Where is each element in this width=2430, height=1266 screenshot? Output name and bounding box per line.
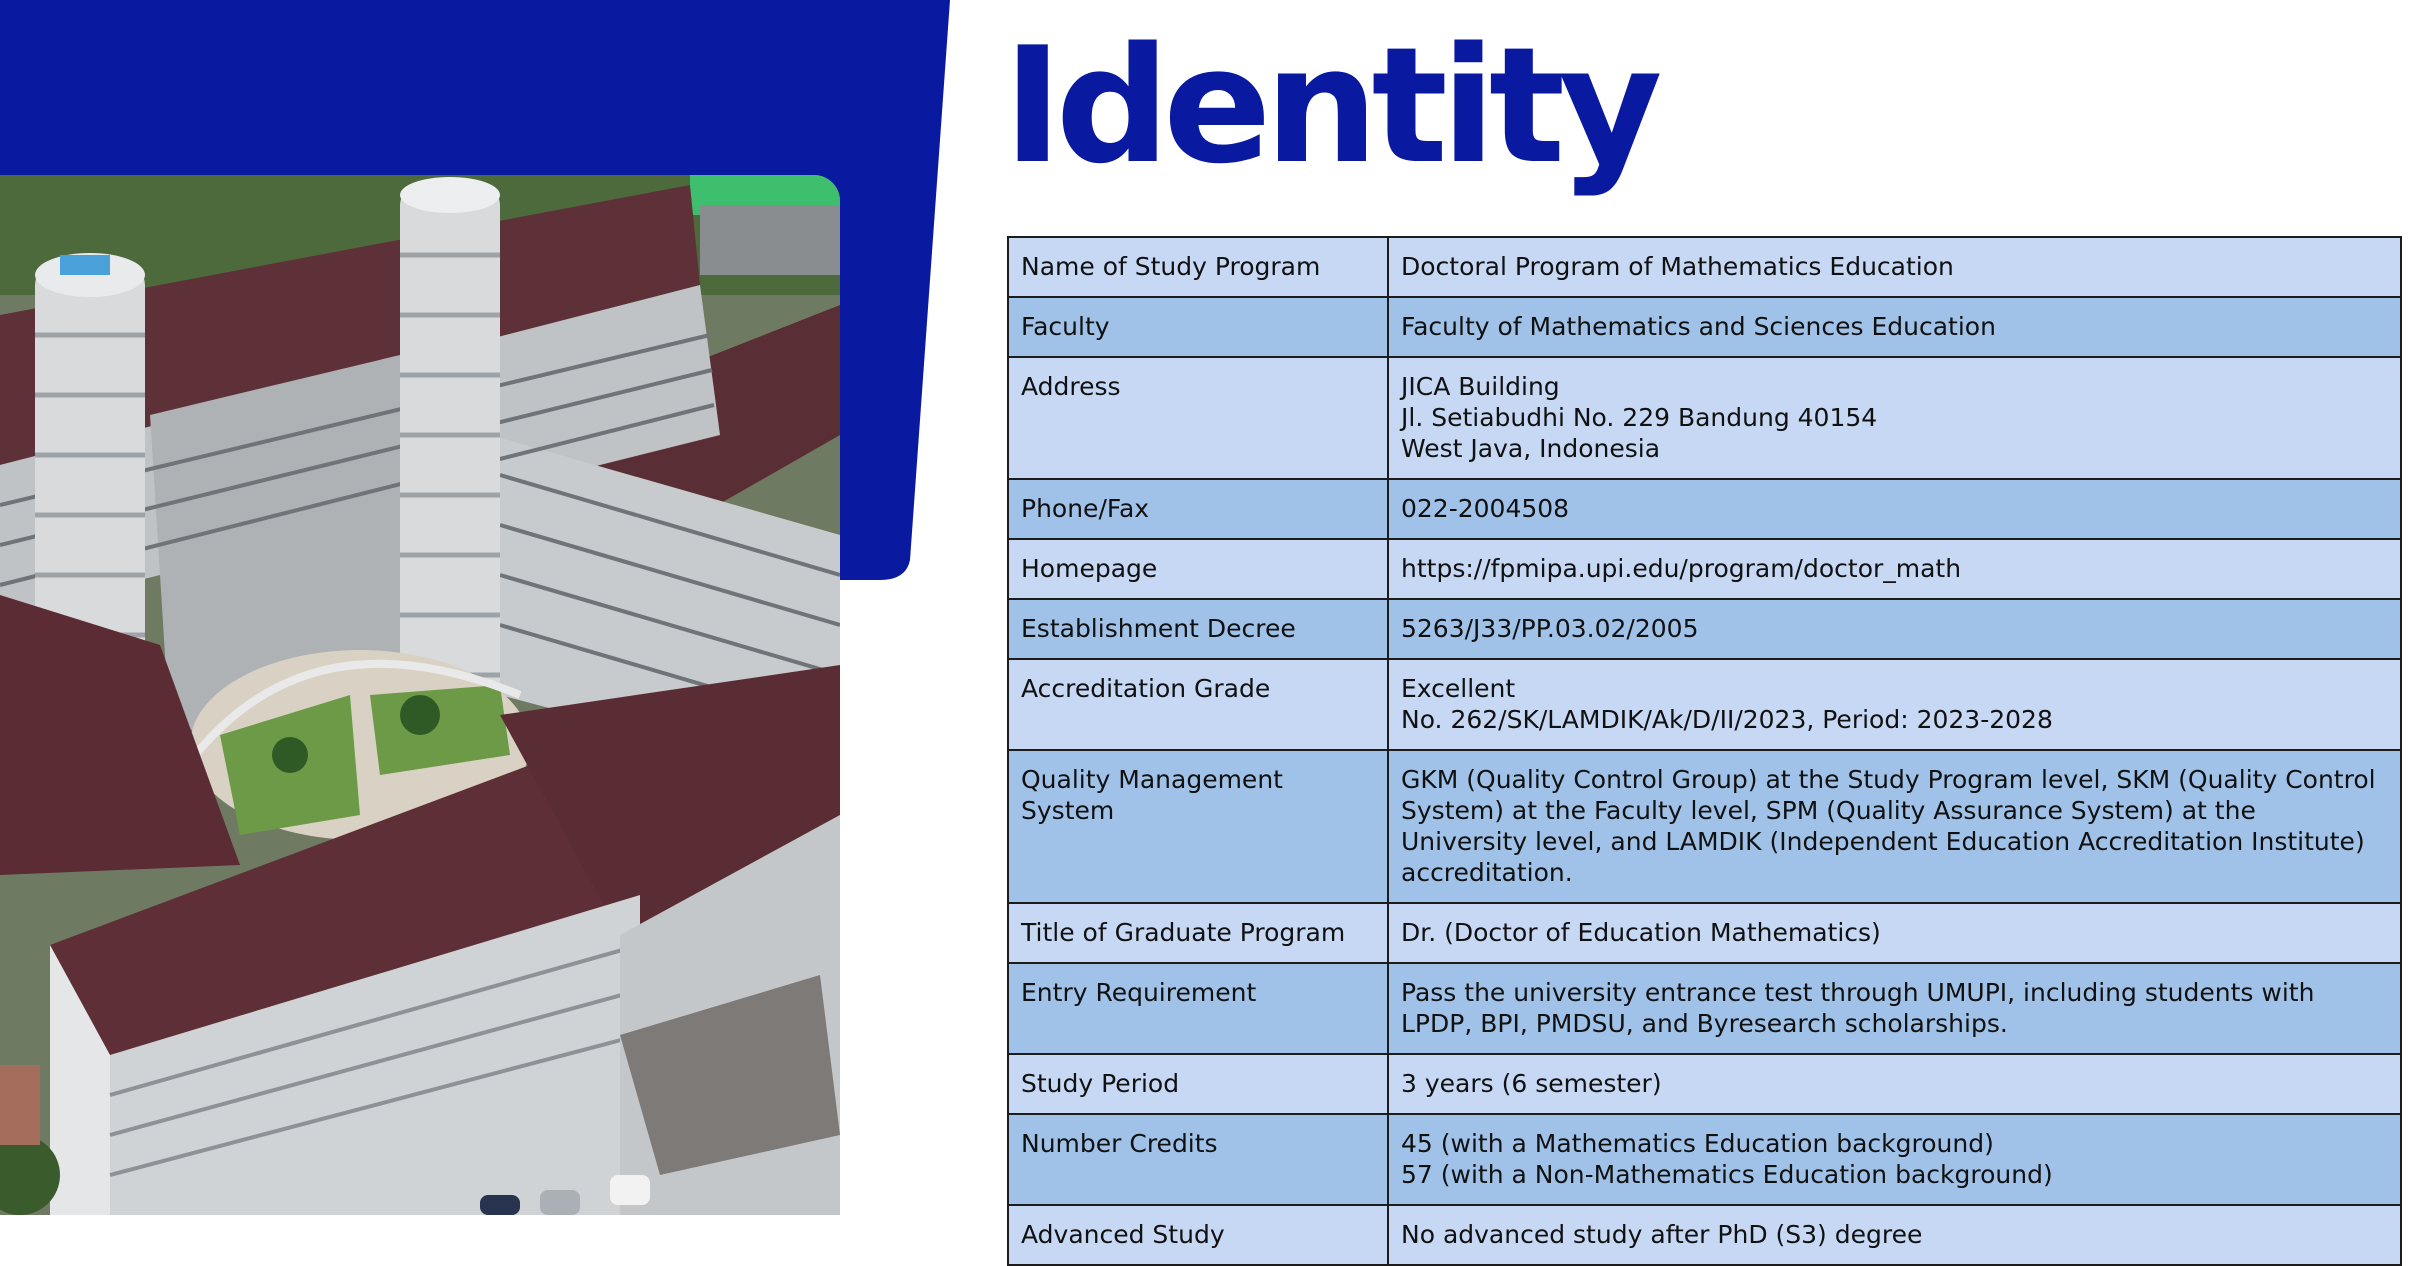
value-line: Faculty of Mathematics and Sciences Education <box>1401 312 1996 341</box>
value-line: 45 (with a Mathematics Education background) <box>1401 1129 1994 1158</box>
row-label: Faculty <box>1008 297 1388 357</box>
table-row <box>1008 1114 2401 1205</box>
row-label: Accreditation Grade <box>1008 659 1388 750</box>
value-line: 3 years (6 semester) <box>1401 1069 1662 1098</box>
row-value <box>1388 1054 2401 1114</box>
row-label: Number Credits <box>1008 1114 1388 1205</box>
value-line: 022-2004508 <box>1401 494 1570 523</box>
value-line: GKM (Quality Control Group) at the Study Program level, SKM (Quality Control System) at the Faculty level, SPM (Quality Assurance System) at the University level, and LAMDIK (Independent Education Accreditation Institute) accreditation. <box>1401 765 2376 887</box>
row-value <box>1388 297 2401 357</box>
row-label: Establishment Decree <box>1008 599 1388 659</box>
table-row <box>1008 963 2401 1054</box>
row-label: Address <box>1008 357 1388 479</box>
value-line: Dr. (Doctor of Education Mathematics) <box>1401 918 1881 947</box>
page-title: Identity <box>1003 12 1656 199</box>
table-row <box>1008 903 2401 963</box>
table-row <box>1008 1054 2401 1114</box>
homepage-link[interactable]: https://fpmipa.upi.edu/program/doctor_math <box>1401 554 1962 583</box>
table-row <box>1008 1205 2401 1265</box>
row-label: Study Period <box>1008 1054 1388 1114</box>
value-line: 5263/J33/PP.03.02/2005 <box>1401 614 1699 643</box>
identity-table <box>1007 236 2402 1266</box>
table-row <box>1008 237 2401 297</box>
campus-building-photo <box>0 175 840 1215</box>
row-label: Advanced Study <box>1008 1205 1388 1265</box>
value-line: Pass the university entrance test through UMUPI, including students with LPDP, BPI, PMDSU, and Byresearch scholarships. <box>1401 978 2315 1038</box>
row-value <box>1388 903 2401 963</box>
row-value <box>1388 750 2401 903</box>
value-line: 57 (with a Non-Mathematics Education background) <box>1401 1160 2053 1189</box>
value-line: No advanced study after PhD (S3) degree <box>1401 1220 1923 1249</box>
row-value <box>1388 1205 2401 1265</box>
table-row <box>1008 750 2401 903</box>
row-label: Phone/Fax <box>1008 479 1388 539</box>
table-row <box>1008 479 2401 539</box>
value-line: Jl. Setiabudhi No. 229 Bandung 40154 <box>1401 403 1878 432</box>
row-value <box>1388 539 2401 599</box>
table-row <box>1008 659 2401 750</box>
row-value <box>1388 599 2401 659</box>
table-row <box>1008 599 2401 659</box>
table-row <box>1008 297 2401 357</box>
value-line: JICA Building <box>1401 372 1560 401</box>
row-label: Entry Requirement <box>1008 963 1388 1054</box>
row-value <box>1388 1114 2401 1205</box>
row-value <box>1388 659 2401 750</box>
value-line: No. 262/SK/LAMDIK/Ak/D/II/2023, Period: 2023-2028 <box>1401 705 2053 734</box>
row-value <box>1388 479 2401 539</box>
row-label: Title of Graduate Program <box>1008 903 1388 963</box>
row-label: Name of Study Program <box>1008 237 1388 297</box>
row-value <box>1388 357 2401 479</box>
row-value <box>1388 963 2401 1054</box>
table-row <box>1008 357 2401 479</box>
table-row <box>1008 539 2401 599</box>
row-label: Homepage <box>1008 539 1388 599</box>
value-line: West Java, Indonesia <box>1401 434 1661 463</box>
value-line: Excellent <box>1401 674 1516 703</box>
value-line: Doctoral Program of Mathematics Education <box>1401 252 1954 281</box>
row-value <box>1388 237 2401 297</box>
row-label: Quality Management System <box>1008 750 1388 903</box>
